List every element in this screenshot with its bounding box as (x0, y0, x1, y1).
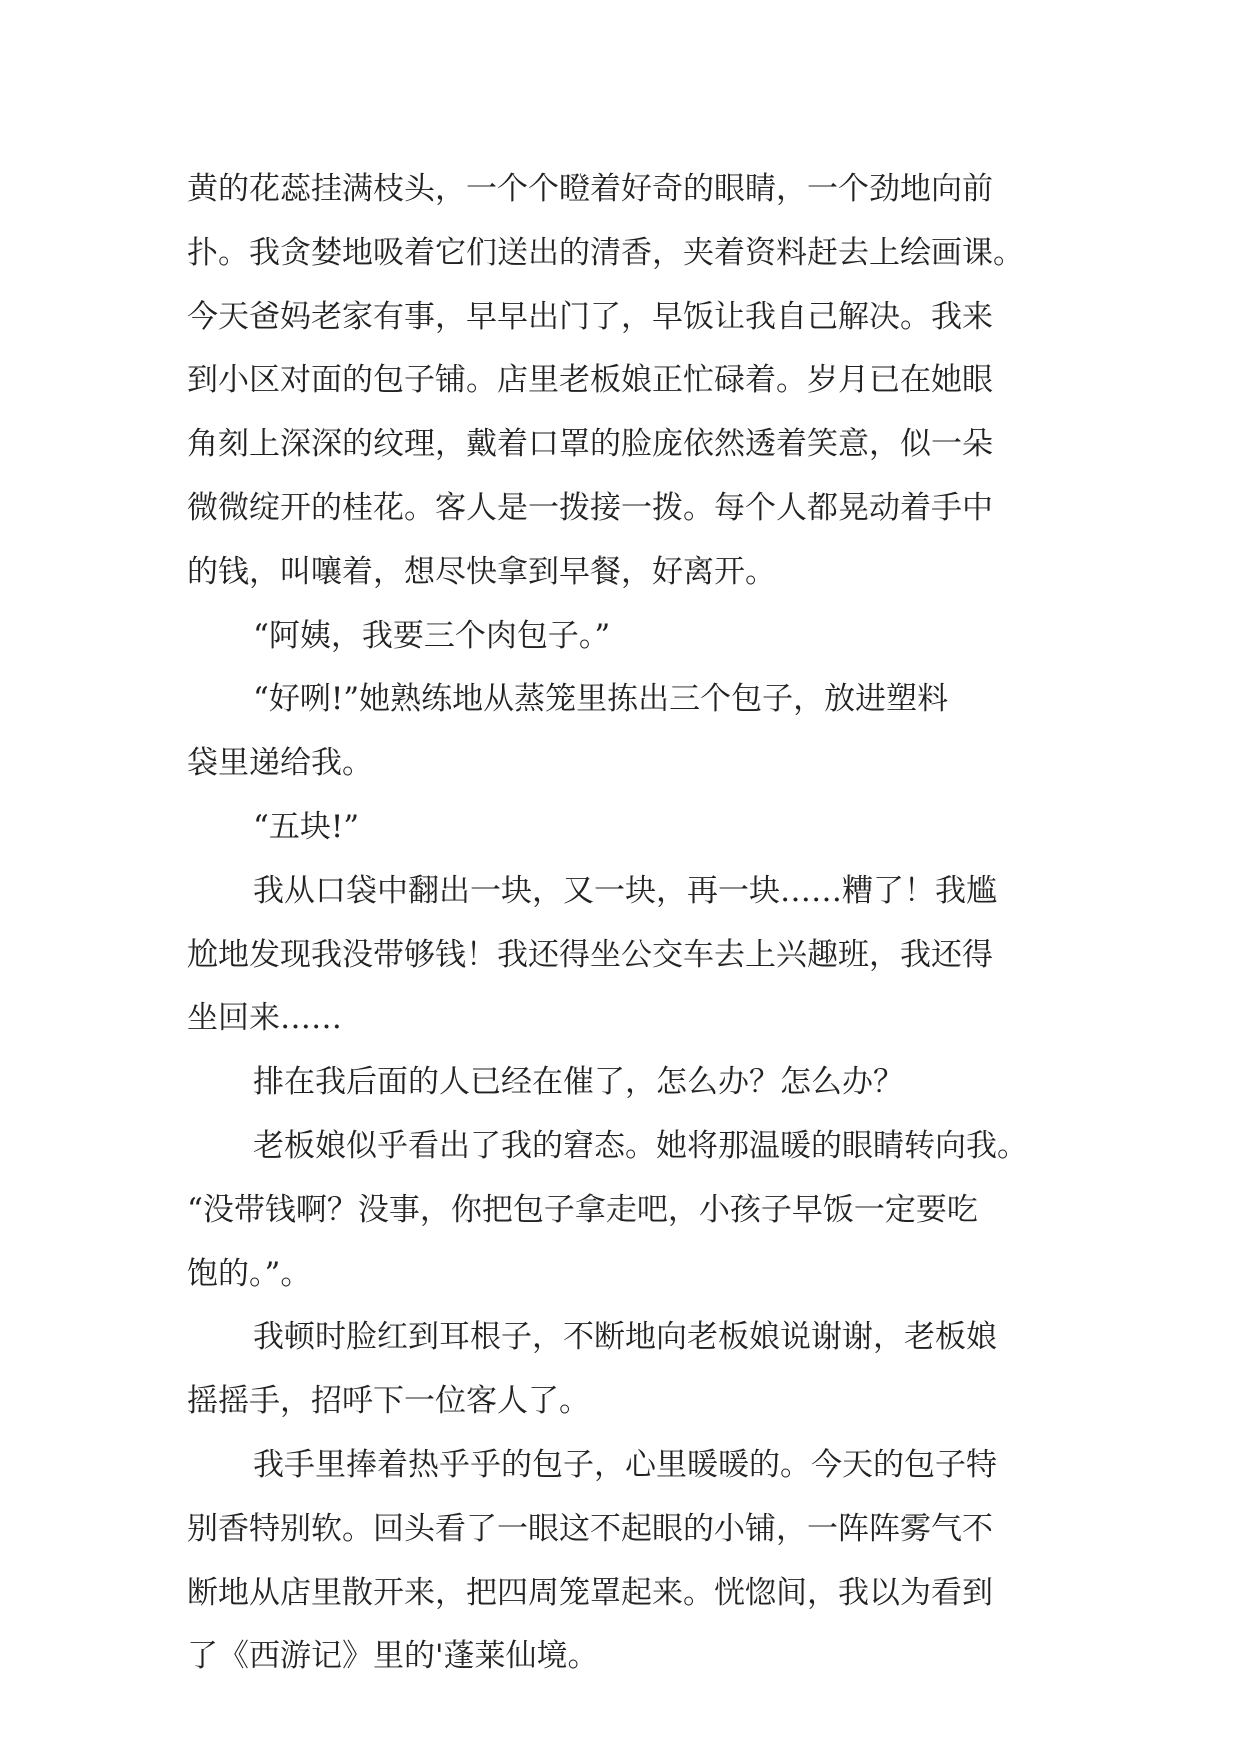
document-body (187, 158, 1055, 1689)
text-line: 角刻上深深的纹理，戴着口罩的脸庞依然透着笑意，似一朵 (187, 426, 993, 463)
text-line: 尬地发现我没带够钱！我还得坐公交车去上兴趣班，我还得 (187, 936, 993, 973)
text-line: 的钱，叫嚷着，想尽快拿到早餐，好离开。 (187, 553, 776, 590)
text-line: 我从口袋中翻出一块，又一块，再一块……糟了！我尴 (253, 872, 997, 909)
text-line: 排在我后面的人已经在催了，怎么办？怎么办？ (253, 1064, 904, 1101)
text-line: 黄的花蕊挂满枝头，一个个瞪着好奇的眼睛，一个劲地向前 (187, 171, 993, 207)
text-line: 断地从店里散开来，把四周笼罩起来。恍惚间，我以为看到 (187, 1574, 993, 1611)
text-line: “阿姨，我要三个肉包子。” (253, 617, 611, 654)
text-line: 坐回来…… (187, 1000, 342, 1037)
text-line: 我手里捧着热乎乎的包子，心里暖暖的。今天的包子特 (253, 1446, 997, 1483)
text-line: 袋里递给我。 (187, 745, 373, 782)
text-line: 微微绽开的桂花。客人是一拨接一拨。每个人都晃动着手中 (187, 489, 993, 526)
text-line: “没带钱啊？没事，你把包子拿走吧，小孩子早饭一定要吃 (187, 1191, 978, 1228)
text-line: “好咧!”她熟练地从蒸笼里拣出三个包子，放进塑料 (253, 681, 949, 718)
text-line: 我顿时脸红到耳根子，不断地向老板娘说谢谢，老板娘 (253, 1319, 997, 1356)
text-line: 老板娘似乎看出了我的窘态。她将那温暖的眼睛转向我。 (253, 1127, 1028, 1164)
text-line: 到小区对面的包子铺。店里老板娘正忙碌着。岁月已在她眼 (187, 362, 993, 399)
text-line: 摇摇手，招呼下一位客人了。 (187, 1383, 590, 1420)
text-line: 今天爸妈老家有事，早早出门了，早饭让我自己解决。我来 (187, 298, 993, 335)
text-line: 饱的。”。 (187, 1255, 312, 1292)
text-line: 了《西游记》里的'蓬莱仙境。 (187, 1638, 599, 1675)
text-line: 别香特别软。回头看了一眼这不起眼的小铺，一阵阵雾气不 (187, 1510, 993, 1547)
text-line: “五块!” (253, 808, 360, 845)
text-line: 扑。我贪婪地吸着它们送出的清香，夹着资料赶去上绘画课。 (187, 234, 1024, 271)
